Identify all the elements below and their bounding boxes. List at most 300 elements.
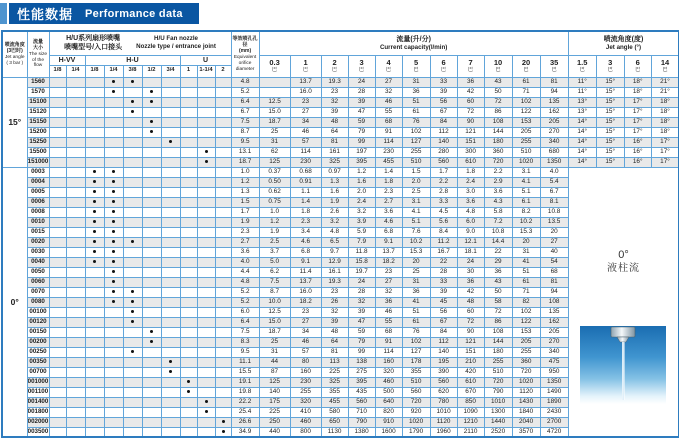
flow-cell: 58	[484, 297, 512, 307]
orifice-cell: 2.3	[231, 227, 259, 237]
flow-cell: 34	[290, 117, 321, 127]
flow-cell: 81	[321, 347, 348, 357]
size-dot-cell	[197, 157, 215, 167]
flow-cell: 8.2	[512, 207, 540, 217]
dot-marker	[131, 80, 134, 83]
flow-cell: 55	[375, 107, 402, 117]
flow-cell: 153	[512, 327, 540, 337]
size-dot-cell	[161, 297, 180, 307]
dot-marker	[150, 100, 153, 103]
flow-cell: 16.0	[290, 87, 321, 97]
flow-cell: 510	[402, 157, 430, 167]
header-size: 1/8	[49, 65, 66, 77]
header-pressure: 2 巴	[321, 55, 348, 77]
size-dot-cell	[123, 157, 142, 167]
flow-cell: 19.3	[321, 77, 348, 87]
dot-marker	[131, 110, 134, 113]
size-dot-cell	[85, 197, 104, 207]
flow-cell: 0.37	[259, 167, 290, 177]
size-dot-cell	[215, 247, 231, 257]
flow-cell: 270	[540, 127, 568, 137]
flow-cell: 61	[512, 277, 540, 287]
size-dot-cell	[104, 347, 123, 357]
flow-cell: 1010	[430, 407, 457, 417]
size-dot-cell	[66, 157, 85, 167]
flow-cell: 27	[540, 237, 568, 247]
size-dot-cell	[215, 277, 231, 287]
flow-cell: 72	[484, 307, 512, 317]
orifice-cell: 25.4	[231, 407, 259, 417]
model-cell: 0005	[27, 187, 49, 197]
size-dot-cell	[85, 257, 104, 267]
header-pressure: 3 巴	[348, 55, 375, 77]
size-dot-cell	[161, 417, 180, 427]
flow-cell: 36	[457, 277, 484, 287]
orifice-cell: 26.6	[231, 417, 259, 427]
flow-cell: 81	[540, 277, 568, 287]
flow-cell: 140	[430, 347, 457, 357]
size-dot-cell	[49, 397, 66, 407]
flow-cell: 48	[321, 117, 348, 127]
orifice-cell: 11.1	[231, 357, 259, 367]
size-dot-cell	[123, 327, 142, 337]
size-dot-cell	[161, 127, 180, 137]
flow-cell: 15.0	[259, 317, 290, 327]
size-dot-cell	[49, 317, 66, 327]
model-cell: 0030	[27, 247, 49, 257]
size-dot-cell	[85, 267, 104, 277]
size-dot-cell	[161, 347, 180, 357]
size-dot-cell	[161, 197, 180, 207]
jet-angle-cell: 16°	[624, 157, 651, 167]
size-dot-cell	[215, 317, 231, 327]
jet-angle-cell: 18°	[651, 97, 679, 107]
size-dot-cell	[123, 367, 142, 377]
size-dot-cell	[123, 387, 142, 397]
flow-cell: 510	[484, 367, 512, 377]
flow-cell: 102	[512, 307, 540, 317]
size-dot-cell	[104, 327, 123, 337]
flow-cell: 0.75	[259, 197, 290, 207]
size-dot-cell	[66, 147, 85, 157]
flow-cell: 1430	[512, 397, 540, 407]
header-size: 1/4	[66, 65, 85, 77]
flow-cell: 0.97	[321, 167, 348, 177]
flow-cell: 27	[375, 277, 402, 287]
flow-cell: 230	[290, 157, 321, 167]
flow-cell: 57	[290, 137, 321, 147]
orifice-cell: 1.7	[231, 207, 259, 217]
dot-marker	[131, 300, 134, 303]
dot-marker	[169, 140, 172, 143]
solid-stream-image	[580, 326, 666, 404]
size-dot-cell	[66, 197, 85, 207]
flow-cell	[259, 87, 290, 97]
dot-marker	[112, 200, 115, 203]
flow-cell: 47	[348, 107, 375, 117]
size-dot-cell	[142, 367, 161, 377]
size-dot-cell	[142, 107, 161, 117]
flow-cell: 10.8	[540, 207, 568, 217]
flow-cell: 720	[484, 377, 512, 387]
flow-cell: 1.4	[290, 197, 321, 207]
flow-cell: 14.4	[484, 237, 512, 247]
size-dot-cell	[85, 217, 104, 227]
flow-cell: 255	[512, 347, 540, 357]
flow-cell: 5.8	[484, 207, 512, 217]
size-dot-cell	[123, 417, 142, 427]
flow-cell: 320	[375, 367, 402, 377]
orifice-cell: 15.5	[231, 367, 259, 377]
page-title-zh: 性能数据	[17, 7, 74, 22]
size-dot-cell	[215, 227, 231, 237]
flow-cell: 1840	[512, 407, 540, 417]
header-row	[2, 31, 679, 55]
size-dot-cell	[104, 367, 123, 377]
size-dot-cell	[180, 277, 197, 287]
size-dot-cell	[66, 107, 85, 117]
flow-cell: 28	[430, 267, 457, 277]
flow-cell: 440	[259, 427, 290, 437]
size-dot-cell	[197, 307, 215, 317]
flow-cell: 320	[290, 397, 321, 407]
flow-cell: 32	[321, 307, 348, 317]
flow-cell: 112	[430, 127, 457, 137]
flow-cell: 127	[402, 137, 430, 147]
flow-cell: 108	[484, 117, 512, 127]
flow-cell: 0.91	[290, 177, 321, 187]
size-dot-cell	[49, 277, 66, 287]
size-dot-cell	[142, 357, 161, 367]
size-dot-cell	[197, 417, 215, 427]
flow-cell: 6.8	[290, 247, 321, 257]
flow-cell: 230	[290, 377, 321, 387]
stream-cell	[568, 167, 679, 437]
flow-cell: 1.9	[259, 227, 290, 237]
size-dot-cell	[123, 227, 142, 237]
size-dot-cell	[180, 387, 197, 397]
size-dot-cell	[180, 417, 197, 427]
dot-marker	[205, 150, 208, 153]
flow-cell: 280	[430, 147, 457, 157]
size-dot-cell	[66, 397, 85, 407]
size-dot-cell	[215, 187, 231, 197]
flow-cell: 355	[321, 387, 348, 397]
size-dot-cell	[161, 77, 180, 87]
size-dot-cell	[104, 87, 123, 97]
size-dot-cell	[197, 187, 215, 197]
size-dot-cell	[123, 397, 142, 407]
flow-cell: 3570	[512, 427, 540, 437]
size-dot-cell	[197, 327, 215, 337]
flow-cell: 180	[484, 137, 512, 147]
flow-cell: 84	[430, 327, 457, 337]
size-dot-cell	[123, 77, 142, 87]
flow-cell: 1.6	[321, 187, 348, 197]
size-dot-cell	[104, 137, 123, 147]
size-dot-cell	[197, 207, 215, 217]
flow-cell: 60	[457, 97, 484, 107]
orifice-cell: 13.1	[231, 147, 259, 157]
flow-cell: 610	[457, 377, 484, 387]
size-dot-cell	[180, 167, 197, 177]
flow-cell: 72	[457, 317, 484, 327]
size-dot-cell	[161, 337, 180, 347]
flow-cell: 44	[259, 357, 290, 367]
size-dot-cell	[142, 277, 161, 287]
orifice-cell: 9.5	[231, 347, 259, 357]
flow-cell: 2.0	[402, 177, 430, 187]
size-dot-cell	[123, 277, 142, 287]
size-dot-cell	[142, 317, 161, 327]
flow-cell: 28	[348, 87, 375, 97]
orifice-cell: 5.2	[231, 297, 259, 307]
flow-cell: 2.4	[348, 197, 375, 207]
size-dot-cell	[180, 397, 197, 407]
flow-cell: 205	[512, 337, 540, 347]
flow-cell: 410	[290, 407, 321, 417]
flow-cell: 12.1	[457, 237, 484, 247]
flow-cell: 1120	[512, 387, 540, 397]
flow-cell: 4.6	[375, 217, 402, 227]
jet-angle-cell: 18°	[651, 107, 679, 117]
flow-cell: 195	[430, 357, 457, 367]
flow-cell: 640	[375, 397, 402, 407]
size-dot-cell	[197, 257, 215, 267]
flow-cell: 790	[484, 387, 512, 397]
jet-angle-cell: 18°	[651, 117, 679, 127]
orifice-cell: 6.7	[231, 107, 259, 117]
size-dot-cell	[66, 207, 85, 217]
size-dot-cell	[142, 377, 161, 387]
flow-cell: 205	[512, 127, 540, 137]
flow-cell: 64	[321, 337, 348, 347]
flow-cell: 360	[484, 147, 512, 157]
flow-cell: 99	[348, 137, 375, 147]
size-dot-cell	[161, 277, 180, 287]
size-dot-cell	[66, 77, 85, 87]
dot-marker	[112, 240, 115, 243]
size-dot-cell	[142, 417, 161, 427]
size-dot-cell	[104, 427, 123, 437]
size-dot-cell	[142, 87, 161, 97]
flow-cell: 121	[457, 337, 484, 347]
size-dot-cell	[215, 177, 231, 187]
flow-cell: 560	[430, 377, 457, 387]
size-dot-cell	[142, 427, 161, 437]
size-dot-cell	[49, 297, 66, 307]
size-dot-cell	[66, 257, 85, 267]
dot-marker	[169, 360, 172, 363]
size-dot-cell	[85, 397, 104, 407]
size-dot-cell	[85, 177, 104, 187]
flow-cell: 61	[402, 107, 430, 117]
flow-cell: 1600	[375, 427, 402, 437]
flow-cell: 67	[430, 317, 457, 327]
flow-cell: 48	[321, 327, 348, 337]
size-dot-cell	[66, 347, 85, 357]
flow-cell: 114	[375, 347, 402, 357]
header-pressure: 0.3 巴	[259, 55, 290, 77]
flow-cell: 7.6	[402, 227, 430, 237]
size-dot-cell	[104, 317, 123, 327]
flow-cell: 720	[402, 397, 430, 407]
model-cell: 0004	[27, 177, 49, 187]
size-dot-cell	[123, 107, 142, 117]
size-dot-cell	[142, 147, 161, 157]
flow-cell: 1960	[430, 427, 457, 437]
flow-cell: 4.8	[457, 207, 484, 217]
header-angle-pressure: 6 巴	[624, 55, 651, 77]
flow-cell: 395	[348, 377, 375, 387]
size-dot-cell	[215, 377, 231, 387]
orifice-cell: 6.4	[231, 317, 259, 327]
size-dot-cell	[104, 307, 123, 317]
table-row	[2, 147, 679, 157]
flow-cell: 680	[540, 147, 568, 157]
flow-cell: 7.9	[348, 237, 375, 247]
flow-cell: 91	[375, 337, 402, 347]
size-dot-cell	[180, 427, 197, 437]
dot-marker	[150, 130, 153, 133]
model-cell: 001100	[27, 387, 49, 397]
size-dot-cell	[142, 247, 161, 257]
size-dot-cell	[215, 337, 231, 347]
model-cell: 15250	[27, 137, 49, 147]
flow-cell: 15.3	[512, 227, 540, 237]
flow-cell: 275	[348, 367, 375, 377]
orifice-cell: 18.7	[231, 157, 259, 167]
size-dot-cell	[180, 317, 197, 327]
dot-marker	[131, 240, 134, 243]
size-dot-cell	[142, 287, 161, 297]
flow-cell: 41	[402, 297, 430, 307]
flow-cell: 1.2	[348, 167, 375, 177]
size-dot-cell	[142, 217, 161, 227]
model-cell: 00100	[27, 307, 49, 317]
flow-cell: 460	[375, 377, 402, 387]
orifice-cell: 1.9	[231, 217, 259, 227]
header-jet-angle: 喷流角度(度) Jet angle (°)	[568, 31, 679, 55]
size-dot-cell	[180, 227, 197, 237]
flow-cell: 1350	[540, 157, 568, 167]
model-cell: 0070	[27, 287, 49, 297]
size-dot-cell	[197, 407, 215, 417]
size-dot-cell	[49, 377, 66, 387]
size-dot-cell	[142, 297, 161, 307]
flow-cell: 8.7	[259, 287, 290, 297]
flow-cell: 46	[290, 337, 321, 347]
flow-cell: 9.1	[290, 257, 321, 267]
size-dot-cell	[66, 307, 85, 317]
flow-cell: 84	[430, 117, 457, 127]
size-dot-cell	[66, 97, 85, 107]
size-dot-cell	[123, 187, 142, 197]
flow-cell: 11.8	[348, 247, 375, 257]
dot-marker	[93, 240, 96, 243]
model-cell: 002000	[27, 417, 49, 427]
flow-cell: 2.5	[259, 237, 290, 247]
flow-cell: 4720	[540, 427, 568, 437]
size-dot-cell	[142, 117, 161, 127]
orifice-cell: 34.9	[231, 427, 259, 437]
flow-cell: 15.0	[259, 107, 290, 117]
flow-cell: 255	[484, 357, 512, 367]
flow-cell: 2430	[540, 407, 568, 417]
flow-cell: 0.62	[259, 187, 290, 197]
size-dot-cell	[161, 137, 180, 147]
size-dot-cell	[85, 147, 104, 157]
size-dot-cell	[66, 287, 85, 297]
flow-cell: 3.7	[259, 247, 290, 257]
size-dot-cell	[161, 217, 180, 227]
dot-marker	[112, 260, 115, 263]
size-dot-cell	[66, 267, 85, 277]
orifice-cell: 8.3	[231, 337, 259, 347]
flow-cell: 24	[457, 257, 484, 267]
size-dot-cell	[142, 267, 161, 277]
size-dot-cell	[123, 297, 142, 307]
flow-cell: 151	[457, 137, 484, 147]
size-dot-cell	[49, 187, 66, 197]
flow-cell: 127	[402, 347, 430, 357]
dot-marker	[93, 190, 96, 193]
size-dot-cell	[49, 197, 66, 207]
orifice-cell: 4.0	[231, 257, 259, 267]
flow-cell: 18.1	[457, 247, 484, 257]
flow-cell: 41	[512, 257, 540, 267]
jet-angle-cell: 15°	[596, 127, 624, 137]
size-dot-cell	[123, 347, 142, 357]
size-dot-cell	[104, 397, 123, 407]
flow-cell: 12.9	[321, 257, 348, 267]
flow-cell: 67	[430, 107, 457, 117]
size-dot-cell	[197, 397, 215, 407]
size-dot-cell	[49, 417, 66, 427]
size-dot-cell	[104, 237, 123, 247]
flow-cell: 475	[540, 357, 568, 367]
flow-cell: 33	[430, 277, 457, 287]
flow-cell: 90	[457, 327, 484, 337]
flow-cell: 114	[290, 147, 321, 157]
flow-cell: 18.7	[259, 327, 290, 337]
flow-cell: 19.7	[348, 267, 375, 277]
flow-cell: 4.6	[290, 237, 321, 247]
header-nozzle-type: H/U系列扇形喷嘴 喷嘴型号/入口接头 H/U Fan nozzle Nozzle type / entrance joint	[49, 31, 231, 55]
flow-cell: 51	[512, 267, 540, 277]
size-dot-cell	[49, 87, 66, 97]
size-dot-cell	[180, 257, 197, 267]
orifice-cell: 22.2	[231, 397, 259, 407]
flow-cell: 46	[375, 307, 402, 317]
flow-cell: 435	[348, 387, 375, 397]
size-dot-cell	[197, 87, 215, 97]
flow-cell: 56	[430, 307, 457, 317]
size-dot-cell	[215, 117, 231, 127]
size-dot-cell	[142, 137, 161, 147]
flow-cell: 920	[402, 407, 430, 417]
flow-cell: 1890	[540, 397, 568, 407]
flow-cell: 31	[512, 247, 540, 257]
size-dot-cell	[66, 427, 85, 437]
flow-cell: 68	[375, 327, 402, 337]
size-dot-cell	[180, 347, 197, 357]
size-dot-cell	[142, 127, 161, 137]
flow-cell: 46	[375, 97, 402, 107]
table-row	[2, 117, 679, 127]
size-dot-cell	[215, 107, 231, 117]
size-dot-cell	[215, 357, 231, 367]
